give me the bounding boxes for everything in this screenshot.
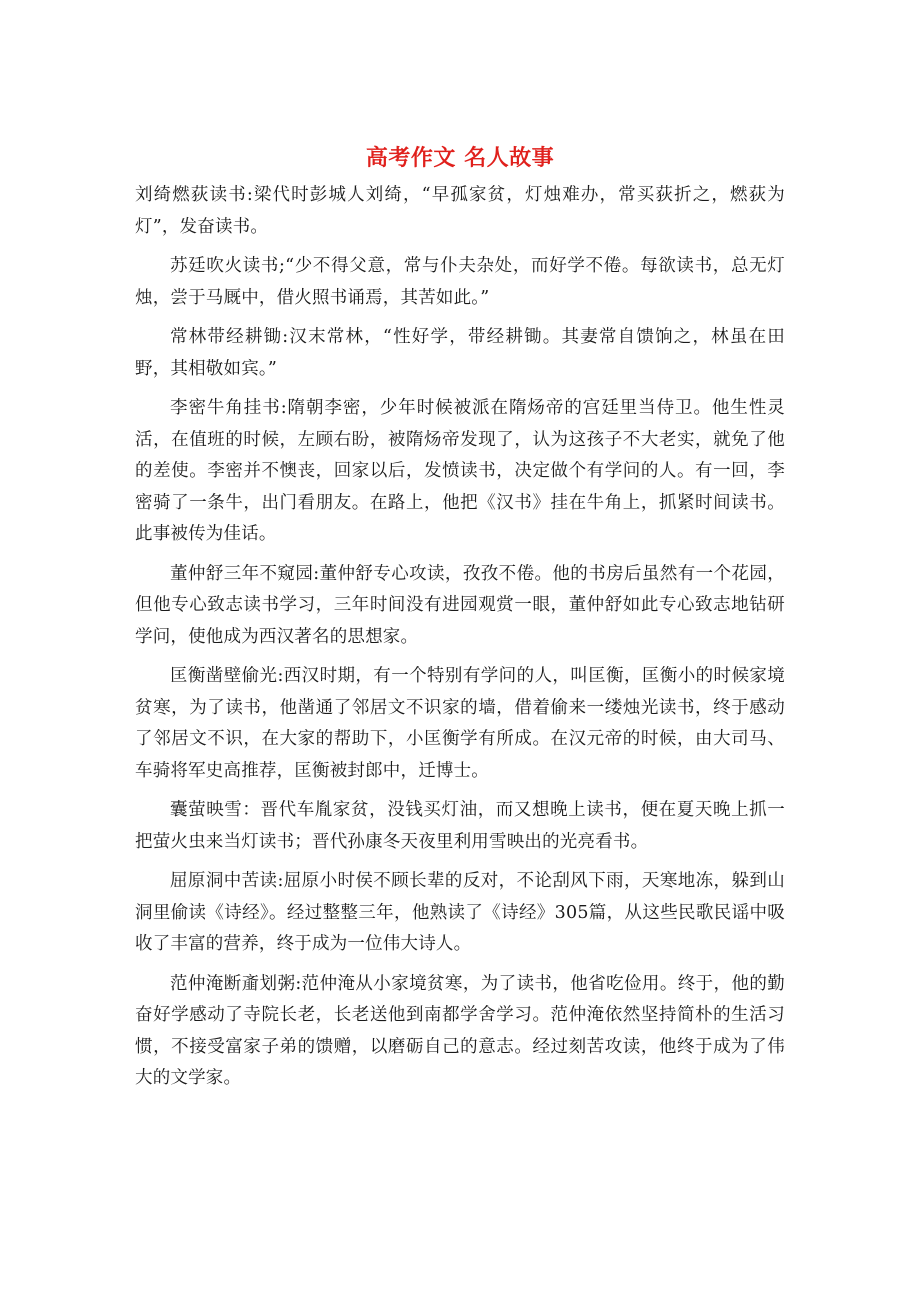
document-page (135, 140, 785, 1103)
paragraph-qu-yuan: 屈原洞中苦读:屈原小时侯不顾长辈的反对，不论刮风下雨，天寒地冻，躲到山洞里偷读《诗经》。经过整整三年，他熟读了《诗经》305篇，从这些民歌民谣中吸收了丰富的营养，终于成为一位伟大诗人。 (135, 871, 785, 954)
paragraph-chang-lin: 常林带经耕锄:汉末常林，“性好学，带经耕锄。其妻常自馈饷之，林虽在田野，其相敬如宾。” (135, 327, 785, 379)
paragraph-su-ting: 苏廷吹火读书;“少不得父意，常与仆夫杂处，而好学不倦。每欲读书，总无灯烛，尝于马厩中，借火照书诵焉，其苦如此。” (135, 256, 785, 308)
paragraph-li-mi: 李密牛角挂书:隋朝李密，少年时候被派在隋炀帝的宫廷里当侍卫。他生性灵活，在值班的时候，左顾右盼，被隋炀帝发现了，认为这孩子不大老实，就免了他的差使。李密并不懊丧，回家以后，发愤读书，决定做个有学问的人。有一回，李密骑了一条牛，出门看朋友。在路上，他把《汉书》挂在牛角上，抓紧时间读书。此事被传为佳话。 (135, 398, 785, 544)
paragraph-dong-zhongshu: 董仲舒三年不窥园:董仲舒专心攻读，孜孜不倦。他的书房后虽然有一个花园，但他专心致志读书学习，三年时间没有进园观赏一眼，董仲舒如此专心致志地钻研学问，使他成为西汉著名的思想家。 (135, 563, 785, 647)
paragraph-nang-ying-ying-xue: 囊萤映雪：晋代车胤家贫，没钱买灯油，而又想晚上读书，便在夏天晚上抓一把萤火虫来当灯读书；晋代孙康冬天夜里利用雪映出的光亮看书。 (135, 800, 785, 852)
paragraph-fan-zhongyan: 范仲淹断齑划粥:范仲淹从小家境贫寒，为了读书，他省吃俭用。终于，他的勤奋好学感动了寺院长老，长老送他到南都学舍学习。范仲淹依然坚持简朴的生活习惯，不接受富家子弟的馈赠，以磨砺自己的意志。经过刻苦攻读，他终于成为了伟大的文学家。 (135, 973, 785, 1088)
paragraph-kuang-heng: 匡衡凿壁偷光:西汉时期，有一个特别有学问的人，叫匡衡，匡衡小的时候家境贫寒，为了读书，他凿通了邻居文不识家的墙，借着偷来一缕烛光读书，终于感动了邻居文不识，在大家的帮助下，小匡衡学有所成。在汉元帝的时候，由大司马、车骑将军史高推荐，匡衡被封郎中，迁博士。 (135, 666, 785, 781)
document-title: 高考作文 名人故事 (365, 145, 555, 171)
paragraph-liu-qi: 刘绮燃荻读书:梁代时彭城人刘绮，“早孤家贫，灯烛难办，常买荻折之，燃荻为灯”，发奋读书。 (135, 185, 785, 237)
